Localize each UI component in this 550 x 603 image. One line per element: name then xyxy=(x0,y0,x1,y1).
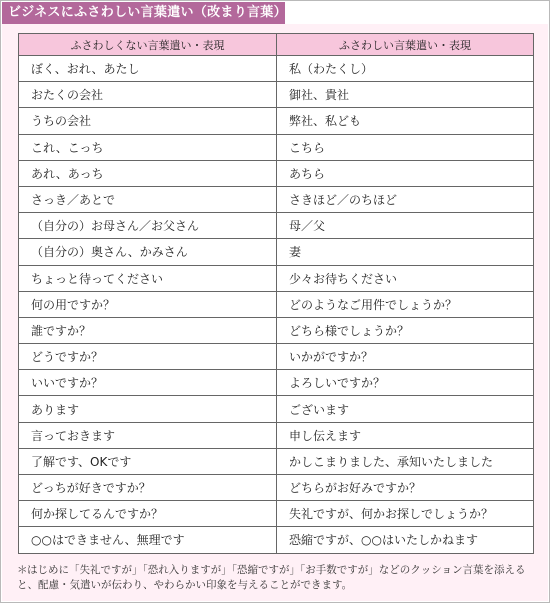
appropriate-phrase-cell: 私（わたくし） xyxy=(277,56,534,82)
page-title: ビジネスにふさわしい言葉遣い（改まり言葉） xyxy=(2,2,285,24)
footnote-mark: ＊ xyxy=(17,564,28,576)
inappropriate-phrase-cell: あります xyxy=(19,396,277,422)
appropriate-phrase-cell: 失礼ですが、何かお探しでしょうか？ xyxy=(277,501,534,527)
inappropriate-phrase-cell: さっき／あとで xyxy=(19,186,277,212)
inappropriate-phrase-cell: いいですか？ xyxy=(19,370,277,396)
appropriate-phrase-cell: 母／父 xyxy=(277,213,534,239)
appropriate-phrase-cell: 弊社、私ども xyxy=(277,108,534,134)
table-row xyxy=(19,186,534,212)
appropriate-phrase-cell: よろしいですか？ xyxy=(277,370,534,396)
table-row xyxy=(19,396,534,422)
table-body xyxy=(19,56,534,554)
appropriate-phrase-cell: 恐縮ですが、○○はいたしかねます xyxy=(277,527,534,553)
appropriate-phrase-cell: 妻 xyxy=(277,239,534,265)
inappropriate-phrase-cell: 何の用ですか？ xyxy=(19,291,277,317)
inappropriate-phrase-cell: 何か探してるんですか？ xyxy=(19,501,277,527)
appropriate-phrase-cell: 御社、貴社 xyxy=(277,82,534,108)
inappropriate-phrase-cell: あれ、あっち xyxy=(19,160,277,186)
inappropriate-phrase-cell: どっちが好きですか？ xyxy=(19,475,277,501)
inappropriate-phrase-cell: 了解です、OKです xyxy=(19,448,277,474)
table-row xyxy=(19,56,534,82)
table-row xyxy=(19,265,534,291)
phrase-table xyxy=(18,33,534,554)
table-row xyxy=(19,475,534,501)
inappropriate-phrase-cell: どうですか？ xyxy=(19,344,277,370)
appropriate-phrase-cell: 申し伝えます xyxy=(277,422,534,448)
table-row xyxy=(19,108,534,134)
inappropriate-phrase-cell: ぼく、おれ、あたし xyxy=(19,56,277,82)
footnote xyxy=(17,563,537,593)
appropriate-phrase-cell: どちらがお好みですか？ xyxy=(277,475,534,501)
table-row xyxy=(19,82,534,108)
table-row xyxy=(19,134,534,160)
appropriate-phrase-cell: さきほど／のちほど xyxy=(277,186,534,212)
table-row xyxy=(19,422,534,448)
table-header-row xyxy=(19,34,534,56)
appropriate-phrase-cell: どちら様でしょうか？ xyxy=(277,317,534,343)
table-row xyxy=(19,370,534,396)
inappropriate-phrase-cell: これ、こっち xyxy=(19,134,277,160)
table-row xyxy=(19,239,534,265)
table-row xyxy=(19,291,534,317)
inappropriate-phrase-cell: （自分の）奥さん、かみさん xyxy=(19,239,277,265)
inappropriate-phrase-cell: ちょっと待ってください xyxy=(19,265,277,291)
appropriate-phrase-cell: 少々お待ちください xyxy=(277,265,534,291)
table-row xyxy=(19,317,534,343)
footnote-text: はじめに「失礼ですが」「恐れ入りますが」「恐縮ですが」「お手数ですが」などのクッション言葉を添えると、配慮・気遣いが伝わり、やわらかい印象を与えることができます。 xyxy=(17,564,526,591)
column-header-inappropriate: ふさわしくない言葉遣い・表現 xyxy=(19,34,277,56)
appropriate-phrase-cell: いかがですか？ xyxy=(277,344,534,370)
column-header-appropriate: ふさわしい言葉遣い・表現 xyxy=(277,34,534,56)
inappropriate-phrase-cell: （自分の）お母さん／お父さん xyxy=(19,213,277,239)
inappropriate-phrase-cell: おたくの会社 xyxy=(19,82,277,108)
table-row xyxy=(19,213,534,239)
appropriate-phrase-cell: こちら xyxy=(277,134,534,160)
inappropriate-phrase-cell: 誰ですか？ xyxy=(19,317,277,343)
inappropriate-phrase-cell: ○○はできません、無理です xyxy=(19,527,277,553)
table-row xyxy=(19,448,534,474)
inappropriate-phrase-cell: うちの会社 xyxy=(19,108,277,134)
appropriate-phrase-cell: ございます xyxy=(277,396,534,422)
appropriate-phrase-cell: あちら xyxy=(277,160,534,186)
table-row xyxy=(19,344,534,370)
inappropriate-phrase-cell: 言っておきます xyxy=(19,422,277,448)
appropriate-phrase-cell: どのようなご用件でしょうか？ xyxy=(277,291,534,317)
table-row xyxy=(19,527,534,553)
table-row xyxy=(19,160,534,186)
appropriate-phrase-cell: かしこまりました、承知いたしました xyxy=(277,448,534,474)
table-row xyxy=(19,501,534,527)
